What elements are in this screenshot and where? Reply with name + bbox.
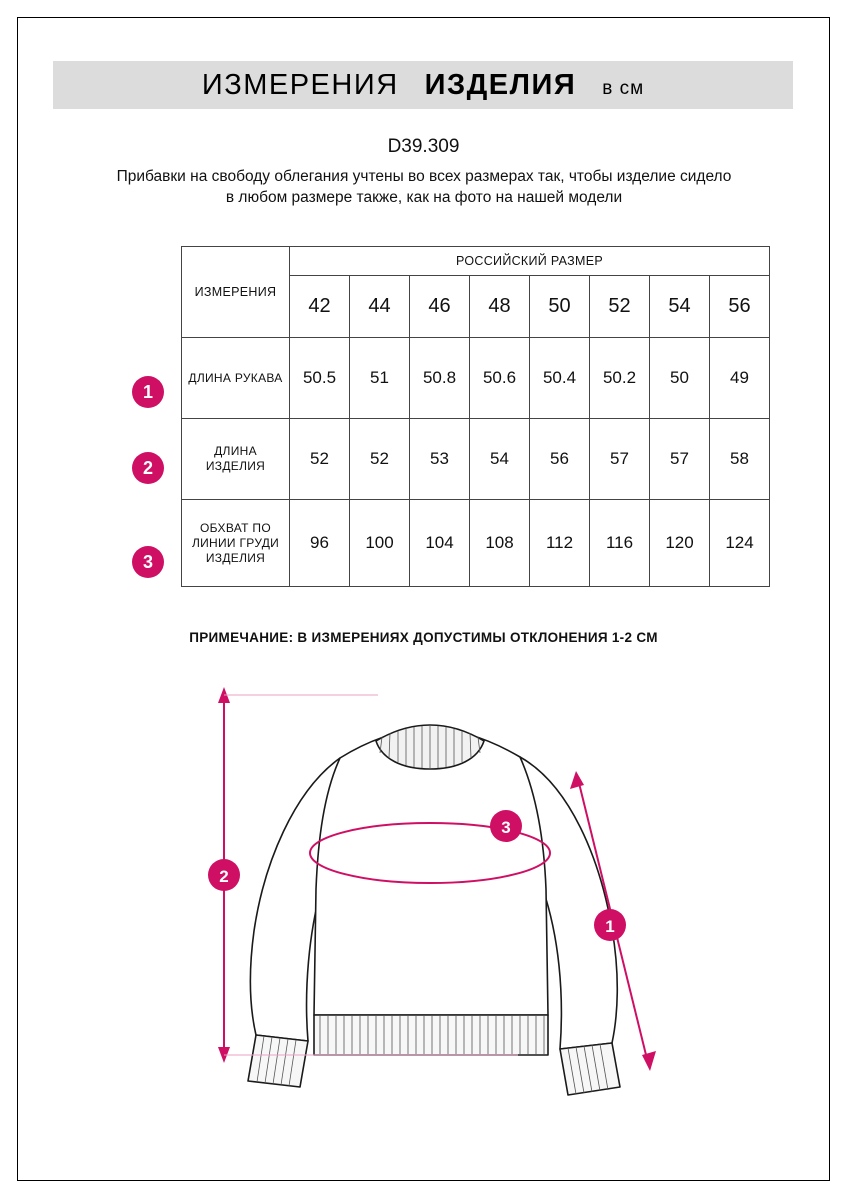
row-marker-1: 1 — [132, 376, 164, 408]
size-col-42: 42 — [290, 276, 350, 338]
row-marker-3: 3 — [132, 546, 164, 578]
cell-chest-54: 120 — [650, 500, 710, 587]
table-header-row-group — [182, 247, 770, 276]
measurements-table-wrapper — [181, 246, 769, 587]
cell-chest-50: 112 — [530, 500, 590, 587]
cell-length-52: 57 — [590, 419, 650, 500]
cell-sleeve-50: 50.4 — [530, 338, 590, 419]
row-label-sleeve-length: ДЛИНА РУКАВА — [182, 338, 290, 419]
illu-marker-1-label: 1 — [605, 917, 615, 936]
size-col-50: 50 — [530, 276, 590, 338]
cell-chest-48: 108 — [470, 500, 530, 587]
cell-chest-56: 124 — [710, 500, 770, 587]
cell-sleeve-44: 51 — [350, 338, 410, 419]
cell-sleeve-46: 50.8 — [410, 338, 470, 419]
row-label-garment-length: ДЛИНА ИЗДЕЛИЯ — [182, 419, 290, 500]
cell-chest-52: 116 — [590, 500, 650, 587]
size-col-44: 44 — [350, 276, 410, 338]
header-title-part2: ИЗДЕЛИЯ — [424, 68, 577, 101]
cell-length-56: 58 — [710, 419, 770, 500]
table-row — [182, 419, 770, 500]
cell-sleeve-54: 50 — [650, 338, 710, 419]
right-cuff — [560, 1043, 620, 1095]
table-row — [182, 500, 770, 587]
cell-length-44: 52 — [350, 419, 410, 500]
tolerance-note: ПРИМЕЧАНИЕ: В ИЗМЕРЕНИЯХ ДОПУСТИМЫ ОТКЛОНЕНИЯ 1-2 СМ — [189, 630, 658, 645]
size-col-48: 48 — [470, 276, 530, 338]
document-page — [17, 17, 830, 1181]
row-marker-2: 2 — [132, 452, 164, 484]
header-band — [53, 61, 793, 109]
left-cuff — [248, 1035, 308, 1087]
article-code: D39.309 — [387, 136, 460, 157]
cell-length-48: 54 — [470, 419, 530, 500]
table-row — [182, 338, 770, 419]
size-col-52: 52 — [590, 276, 650, 338]
cell-chest-46: 104 — [410, 500, 470, 587]
measurements-table — [181, 246, 770, 587]
cell-sleeve-52: 50.2 — [590, 338, 650, 419]
cell-length-50: 56 — [530, 419, 590, 500]
table-header-measure: ИЗМЕРЕНИЯ — [182, 247, 290, 338]
cell-length-54: 57 — [650, 419, 710, 500]
table-header-size-group: РОССИЙСКИЙ РАЗМЕР — [290, 247, 770, 276]
cell-chest-44: 100 — [350, 500, 410, 587]
header-title-part1: ИЗМЕРЕНИЯ — [201, 68, 399, 101]
cell-sleeve-56: 49 — [710, 338, 770, 419]
row-label-chest-girth: ОБХВАТ ПО ЛИНИИ ГРУДИ ИЗДЕЛИЯ — [182, 500, 290, 587]
size-col-54: 54 — [650, 276, 710, 338]
garment-illustration — [168, 663, 708, 1103]
header-inner — [202, 69, 644, 102]
cell-length-46: 53 — [410, 419, 470, 500]
cell-chest-42: 96 — [290, 500, 350, 587]
size-col-46: 46 — [410, 276, 470, 338]
intro-text: Прибавки на свободу облегания учтены во всех размерах так, чтобы изделие сидело в любом размере также, как на фото на нашей модели — [116, 168, 732, 206]
cell-length-42: 52 — [290, 419, 350, 500]
header-units: в см — [602, 77, 645, 99]
body — [314, 729, 548, 1015]
sweatshirt-technical-drawing-svg — [168, 663, 708, 1103]
illu-marker-3-label: 3 — [501, 818, 511, 837]
hem-rib — [314, 1015, 548, 1055]
size-col-56: 56 — [710, 276, 770, 338]
illu-marker-2-label: 2 — [219, 867, 229, 886]
cell-sleeve-48: 50.6 — [470, 338, 530, 419]
cell-sleeve-42: 50.5 — [290, 338, 350, 419]
